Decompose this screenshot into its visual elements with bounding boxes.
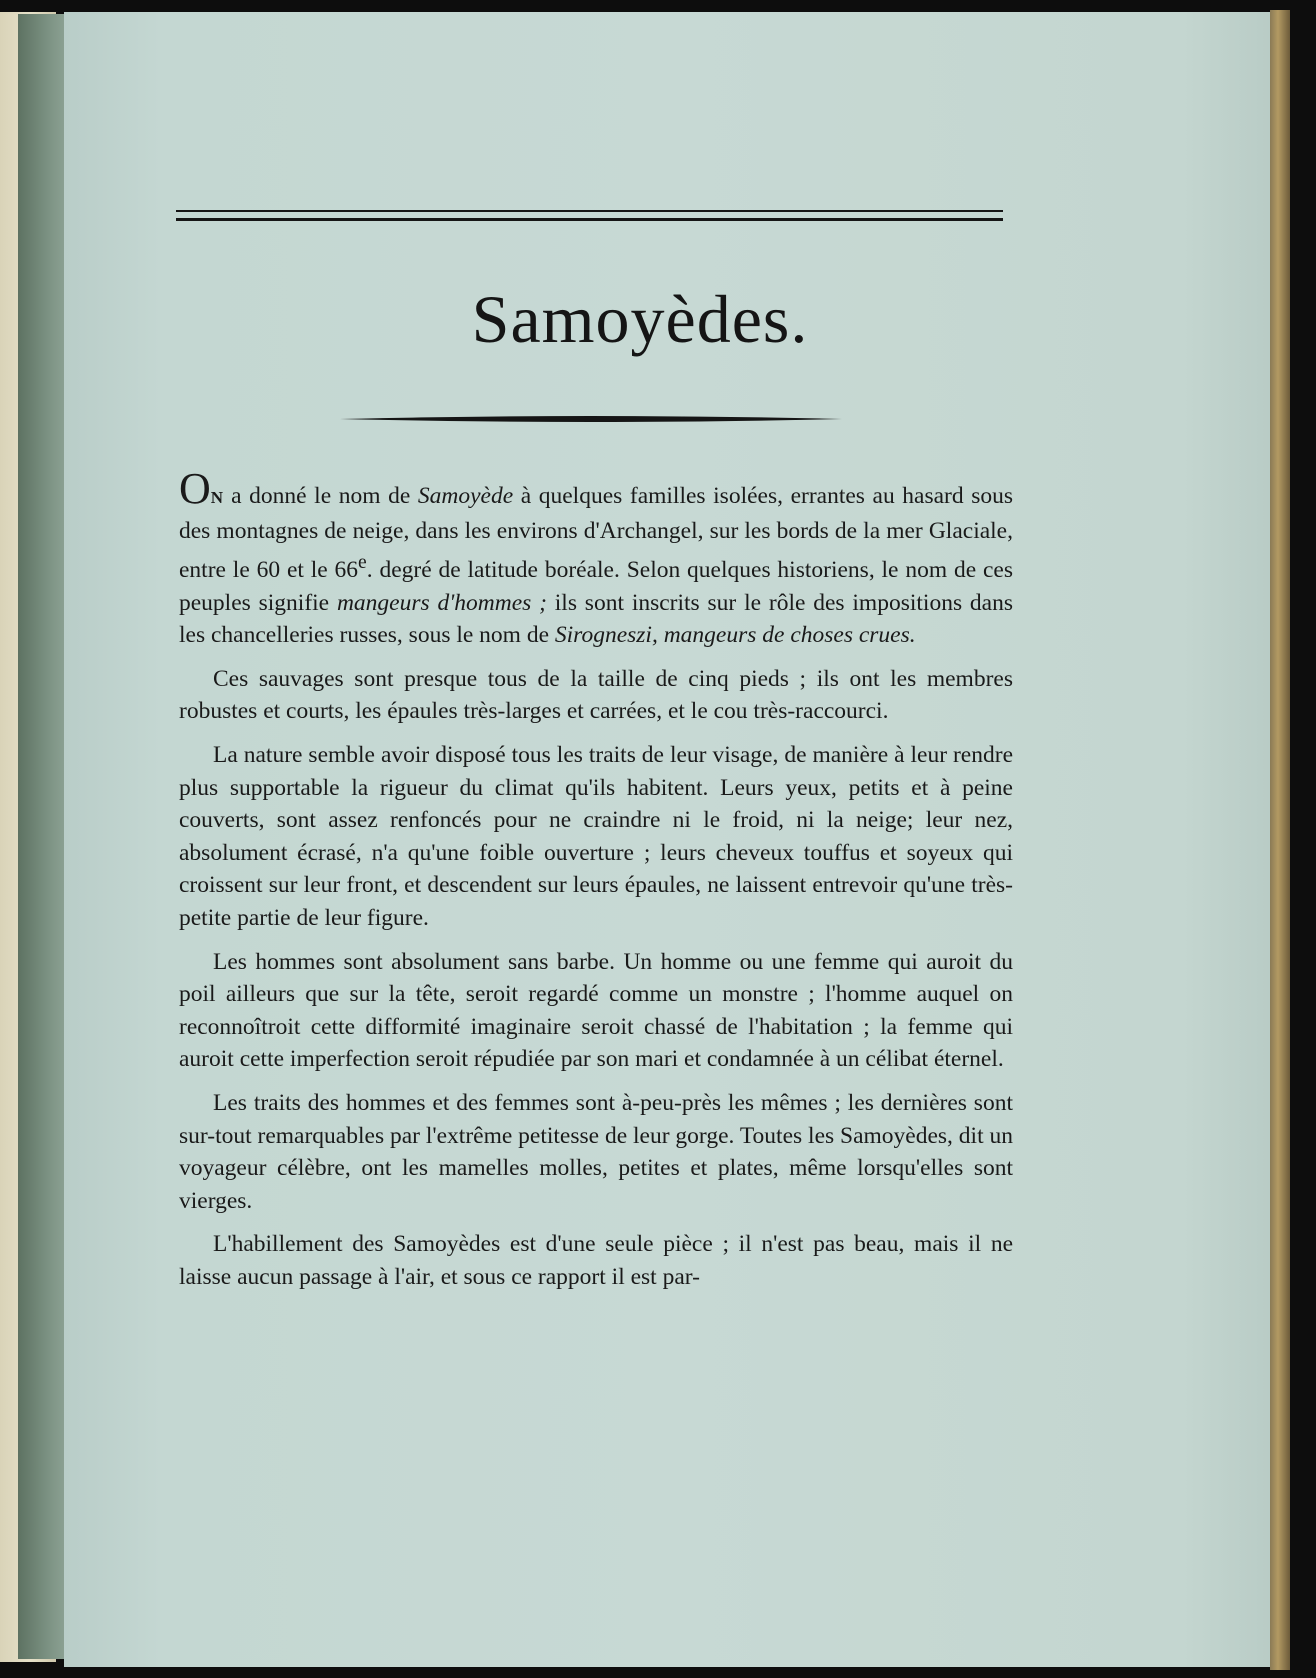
book-gutter [18, 14, 70, 1659]
right-page-edge [1270, 10, 1290, 1670]
drop-cap: O [179, 464, 211, 513]
paragraph-6: L'habillement des Samoyèdes est d'une seule pièce ; il n'est pas beau, mais il ne laisse aucun passage à l'air, et sous ce rapport il est par- [179, 1231, 1013, 1290]
paragraph-1-italic-2: mangeurs d'hommes ; [336, 589, 547, 616]
paragraph-4: Les hommes sont absolument sans barbe. Un homme ou une femme qui auroit du poil ailleurs que sur la tête, seroit regardé comme un monstre ; l'homme auquel on reconnoîtroit cette difformité imaginaire seroit chassé de l'habitation ; la femme qui auroit cette imperfection seroit répudiée par son mari et condamnée à un célibat éternel. [179, 948, 1013, 1073]
paragraph-2: Ces sauvages sont presque tous de la taille de cinq pieds ; ils ont les membres robustes et courts, les épaules très-larges et carrées, et le cou très-raccourci. [179, 665, 1013, 725]
small-cap: N [210, 488, 224, 507]
paragraph-1-text-4: ils sont inscrits sur le rôle des impositions dans les chancelleries russes, sous le nom de [179, 589, 1013, 649]
paragraph-1-italic-3: Sirogneszi, mangeurs de choses crues. [554, 622, 916, 649]
ornamental-rule [340, 414, 842, 424]
paragraph-1-text-2: à quelques familles isolées, errantes au hasard sous des montagnes de neige, dans les environs d'Archangel, sur les bords de la mer Glaciale, entre le 60 et le 66 [179, 483, 1014, 584]
top-double-rule [176, 210, 1003, 221]
page-title [0, 280, 1316, 359]
paragraph-1-text-3: . degré de latitude boréale. Selon quelques historiens, le nom de ces peuples signifie [179, 557, 1013, 616]
paragraph-1-italic-1: Samoyède [417, 483, 514, 509]
title-text: Samoyèdes. [471, 281, 809, 357]
body-text [179, 464, 1014, 1304]
paragraph-5: Les traits des hommes et des femmes sont à-peu-près les mêmes ; les dernières sont sur-tout remarquables par l'extrême petitesse de leur gorge. Toutes les Samoyèdes, dit un voyageur célèbre, ont les mamelles molles, petites et plates, même lorsqu'elles sont vierges. [179, 1089, 1013, 1214]
paragraph-1-text-1: a donné le nom de [223, 483, 418, 509]
paragraph-1 [179, 464, 1014, 652]
paragraph-3: La nature semble avoir disposé tous les traits de leur visage, de manière à leur rendre plus supportable la rigueur du climat qu'ils habitent. Leurs yeux, petits et à peine couverts, sont assez renfoncés pour ne craindre ni le froid, ni la neige; leur nez, absolument écrasé, n'a qu'une foible ouverture ; leurs cheveux touffus et soyeux qui croissent sur leur front, et descendent sur leurs épaules, ne laissent entrevoir qu'une très-petite partie de leur figure. [179, 741, 1013, 931]
paragraph-1-superscript: e [358, 552, 367, 574]
